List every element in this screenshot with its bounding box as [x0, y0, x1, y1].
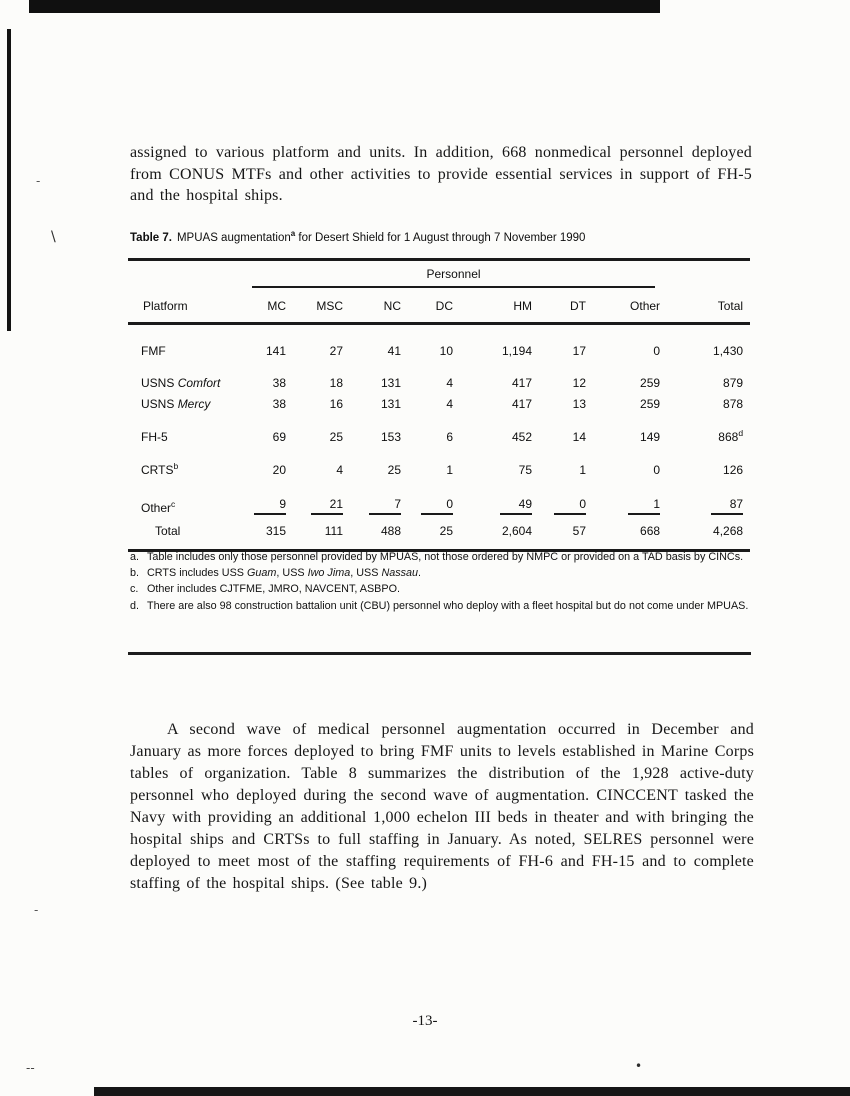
scan-artifact-dash: - — [34, 903, 39, 917]
table-cell: 4 — [446, 376, 453, 390]
scan-artifact-left-line — [7, 29, 11, 331]
table-cell: 259 — [640, 397, 661, 411]
column-header-dt: DT — [539, 288, 593, 324]
personnel-header-row — [128, 260, 750, 289]
table-cell: 6 — [446, 430, 453, 444]
table-cell: 4 — [336, 463, 343, 477]
table-cell: 21 — [293, 477, 350, 515]
footnote-text: Table includes only those personnel provided by MPUAS, not those ordered by NMPC or provided on a TAD basis by CINCs. — [147, 551, 744, 563]
platform-cell: Other$^c$ — [141, 499, 176, 515]
table-cell: 10 — [439, 344, 453, 358]
table-cell: 153 — [380, 430, 401, 444]
table-cell: 0 — [653, 344, 661, 358]
table-row-fh5 — [128, 411, 750, 444]
column-header-other: Other — [593, 288, 667, 324]
table-cell: 20 — [272, 463, 286, 477]
footnote-marker: c. — [130, 583, 139, 596]
footnote-c — [130, 583, 754, 596]
table-cell: 111 — [324, 524, 343, 538]
table-cell: 69 — [272, 430, 286, 444]
body-paragraph-1: assigned to various platform and units. In addition, 668 nonmedical personnel deployed from CONUS MTFs and other activities to provide essential services in support of FH-5 and the hospital ships. — [130, 144, 752, 205]
footnote-d — [130, 600, 754, 613]
table-cell: 0 — [539, 477, 593, 515]
scan-artifact-top-bar — [29, 0, 660, 13]
platform-cell: FMF — [141, 344, 166, 358]
table-cell: 417 — [511, 376, 532, 390]
total-cell: 1,430 — [713, 344, 744, 358]
column-header-hm: HM — [460, 288, 539, 324]
column-header-dc: DC — [408, 288, 460, 324]
table-cell: 141 — [265, 344, 286, 358]
table-7-caption-footnote-ref: a — [290, 229, 296, 238]
column-header-nc: NC — [350, 288, 408, 324]
column-header-mc: MC — [248, 288, 293, 324]
total-label-cell: Total — [155, 524, 181, 538]
table-cell: 38 — [272, 397, 286, 411]
table-cell: 131 — [380, 376, 401, 390]
total-cell: 126 — [723, 463, 744, 477]
platform-cell: USNS Comfort — [141, 376, 221, 390]
table-row-other — [128, 477, 750, 515]
table-cell: 12 — [572, 376, 586, 390]
footnote-a — [130, 551, 754, 564]
table-cell: 488 — [380, 524, 401, 538]
table-row-usns-comfort — [128, 358, 750, 390]
table-cell: 315 — [265, 524, 286, 538]
table-row-fmf — [128, 324, 750, 359]
scan-artifact-dash: - — [36, 174, 41, 188]
platform-cell: USNS Mercy — [141, 397, 211, 411]
table-cell: 57 — [572, 524, 586, 538]
table-7-caption-text-tail: for Desert Shield for 1 August through 7 November 1990 — [295, 231, 586, 244]
personnel-group-header: Personnel — [248, 260, 667, 289]
table-cell: 25 — [439, 524, 453, 538]
spacer-cell — [128, 260, 248, 289]
table-cell: 149 — [640, 430, 661, 444]
table-cell: 131 — [380, 397, 401, 411]
table-cell: 14 — [572, 430, 586, 444]
table-cell: 0 — [653, 463, 661, 477]
column-header-total: Total — [667, 288, 750, 324]
table-cell: 13 — [572, 397, 586, 411]
spacer-cell — [667, 260, 750, 289]
body-paragraph-2: A second wave of medical personnel augmentation occurred in December and January as more forces deployed to bring FMF units to levels established in Marine Corps tables of organization. Table 8 summarizes the distribution of the 1,928 active-duty personnel who deployed during the second wave of augmentation. CINCCENT tasked the Navy with providing an additional 1,000 echelon III beds in theater and with bringing the hospital ships and CRTSs to full staffing in January. As noted, SELRES personnel were deployed to meet most of the staffing requirements of FH-6 and FH-15 and to complete staffing of the hospital ships. (See table 9.) — [130, 721, 754, 892]
table-row-crts — [128, 444, 750, 477]
table-cell: 1 — [579, 463, 586, 477]
table-cell: 9 — [248, 477, 293, 515]
table-cell: 7 — [350, 477, 408, 515]
total-cell: 878 — [723, 397, 744, 411]
table-cell: 417 — [511, 397, 532, 411]
column-header-platform: Platform — [128, 288, 248, 324]
footnote-marker: b. — [130, 567, 140, 580]
scan-artifact-mark: \ — [51, 229, 56, 245]
table-cell: 38 — [272, 376, 286, 390]
table-cell: 1 — [593, 477, 667, 515]
table-cell: 25 — [387, 463, 401, 477]
footnote-text: There are also 98 construction battalion unit (CBU) personnel who deploy with a fleet hospital but do not come under MPUAS. — [147, 599, 749, 612]
table-cell: 1,194 — [501, 344, 532, 358]
table-cell: 27 — [329, 344, 343, 358]
table-7-footnotes — [130, 551, 754, 616]
table-cell: 75 — [518, 463, 532, 477]
total-cell: 4,268 — [713, 524, 744, 538]
footnote-b: b. CRTS includes USS Guam, USS Iwo Jima, USS Nassau. — [130, 567, 422, 580]
footnote-marker: d. — [130, 599, 140, 612]
table-cell: 668 — [640, 524, 661, 538]
table-cell: 18 — [329, 376, 343, 390]
table-cell: 452 — [511, 430, 532, 444]
table-row-usns-mercy — [128, 390, 750, 411]
footnote-text: Other includes CJTFME, JMRO, NAVCENT, ASBPO. — [147, 583, 400, 596]
column-header-row — [128, 288, 750, 324]
scan-artifact-dash: -- — [26, 1061, 35, 1075]
total-cell: 87 — [667, 477, 750, 515]
platform-cell: FH-5 — [141, 430, 168, 444]
scan-artifact-bottom-bar — [94, 1087, 850, 1096]
table-cell: 17 — [572, 344, 586, 358]
page-number: -13- — [412, 1013, 438, 1029]
total-cell: 879 — [723, 376, 744, 390]
table-row-total — [128, 515, 750, 551]
table-cell: 4 — [446, 397, 453, 411]
scan-artifact-dot: • — [635, 1059, 643, 1073]
table-7 — [128, 258, 750, 552]
table-7-caption — [130, 229, 752, 244]
table-cell: 25 — [329, 430, 343, 444]
table-cell: 259 — [640, 376, 661, 390]
table-7-caption-label: Table 7. — [130, 231, 172, 244]
platform-cell: CRTS$^b$ — [141, 461, 179, 477]
table-7-caption-text: MPUAS augmentation — [176, 231, 291, 244]
footnote-marker: a. — [130, 551, 140, 563]
table-cell: 1 — [446, 463, 453, 477]
table-cell: 49 — [460, 477, 539, 515]
table-cell: 41 — [387, 344, 401, 358]
total-cell: 868$^d$ — [718, 428, 744, 444]
table-cell: 16 — [329, 397, 343, 411]
table-cell: 2,604 — [501, 524, 532, 538]
section-divider-rule — [128, 652, 751, 655]
table-cell: 0 — [408, 477, 460, 515]
column-header-msc: MSC — [293, 288, 350, 324]
